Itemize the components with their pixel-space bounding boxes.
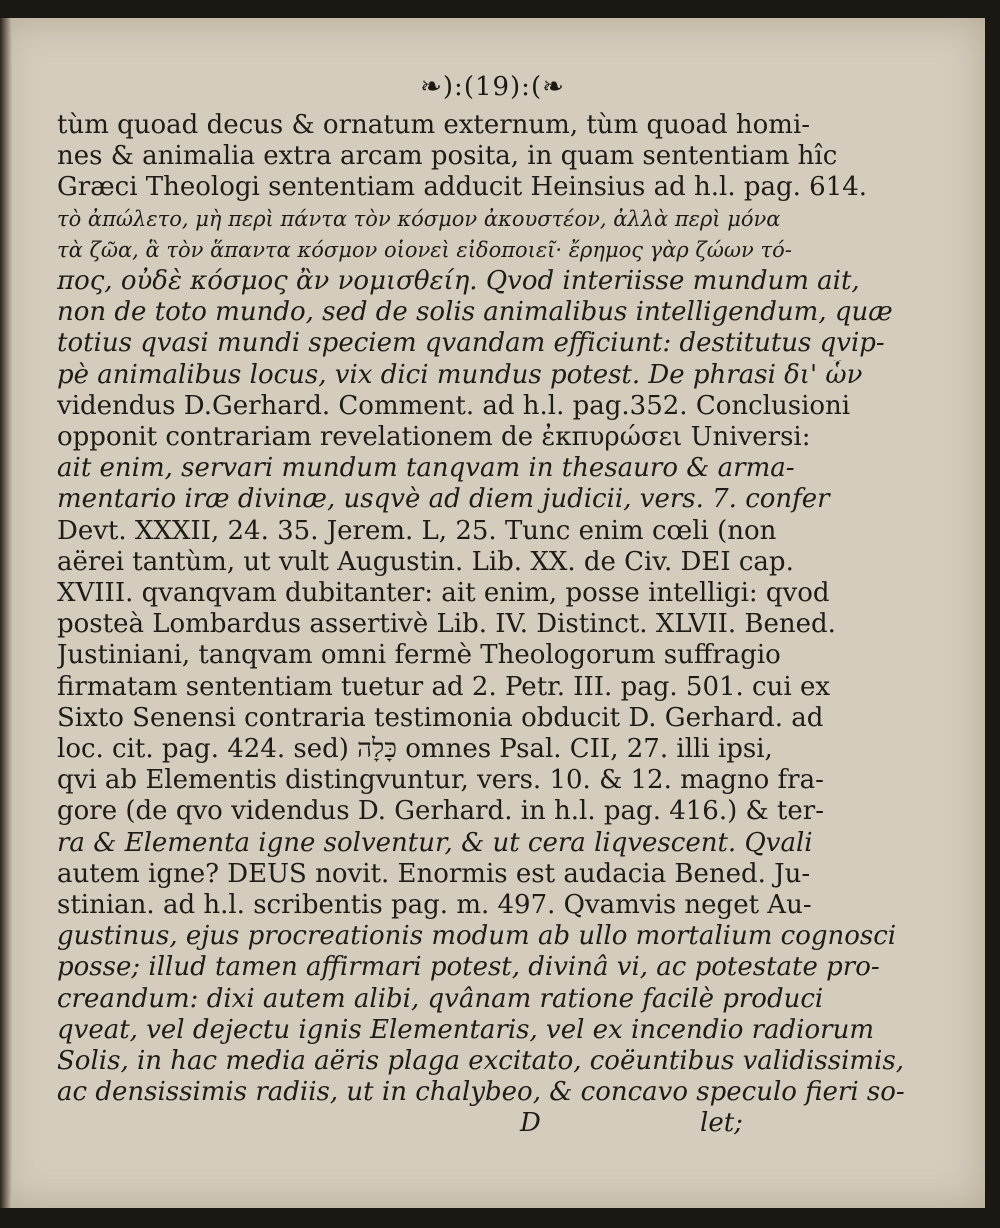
- text-line-greek: τὸ ἀπώλετο, μὴ περὶ πάντα τὸν κόσμον ἀκουστέον, ἀλλὰ περὶ μόνα: [57, 207, 781, 231]
- text-line: firmatam sententiam tuetur ad 2. Petr. III. pag. 501. cui ex: [57, 672, 830, 702]
- text-line: opponit contrariam revelationem de ἐκπυρώσει Universi:: [57, 422, 811, 452]
- text-line: posteà Lombardus assertivè Lib. IV. Distinct. XLVII. Bened.: [57, 609, 836, 639]
- text-line: tùm quoad decus & ornatum externum, tùm quoad homi-: [57, 110, 811, 140]
- text-line: non de toto mundo, sed de solis animalibus intelligendum, quæ: [57, 297, 893, 327]
- text-line: Devt. XXXII, 24. 35. Jerem. L, 25. Tunc enim cœli (non: [57, 516, 777, 546]
- text-line: XVIII. qvanqvam dubitanter: ait enim, posse intelligi: qvod: [57, 578, 830, 608]
- text-line: stinian. ad h.l. scribentis pag. m. 497. Qvamvis neget Au-: [57, 890, 812, 920]
- text-line-greek: τὰ ζῶα, ἃ τὸν ἅπαντα κόσμον οἱονεὶ εἰδοποιεῖ· ἔρημος γὰρ ζώων τό-: [57, 238, 792, 262]
- text-line: πος, οὐδὲ κόσμος ἂν νομισθείη. Qvod interiisse mundum ait,: [57, 266, 860, 296]
- text-line: qveat, vel dejectu ignis Elementaris, vel ex incendio radiorum: [57, 1015, 874, 1045]
- catchword: let;: [700, 1108, 743, 1138]
- text-line: posse; illud tamen affirmari potest, divinâ vi, ac potestate pro-: [57, 952, 880, 982]
- page-header: ❧):(19):(❧: [420, 72, 565, 102]
- text-line: autem igne? DEUS novit. Enormis est audacia Bened. Ju-: [57, 859, 811, 889]
- signature-mark: D: [520, 1108, 541, 1138]
- text-line: Solis, in hac media aëris plaga excitato, coëuntibus validissimis,: [57, 1046, 904, 1076]
- text-line: ait enim, servari mundum tanqvam in thesauro & arma-: [57, 453, 795, 483]
- text-line: nes & animalia extra arcam posita, in quam sententiam hîc: [57, 141, 838, 171]
- page-gutter: [0, 18, 12, 1208]
- text-line: gustinus, ejus procreationis modum ab ullo mortalium cognosci: [57, 921, 897, 951]
- text-line: videndus D.Gerhard. Comment. ad h.l. pag.352. Conclusioni: [57, 391, 851, 421]
- text-line: aërei tantùm, ut vult Augustin. Lib. XX. de Civ. DEI cap.: [57, 547, 794, 577]
- text-line: qvi ab Elementis distingvuntur, vers. 10. & 12. magno fra-: [57, 765, 824, 795]
- text-line: ac densissimis radiis, ut in chalybeo, & concavo speculo fieri so-: [57, 1077, 905, 1107]
- text-line: ra & Elementa igne solventur, & ut cera liqvescent. Qvali: [57, 828, 813, 858]
- text-line: totius qvasi mundi speciem qvandam efficiunt: destitutus qvip-: [57, 328, 885, 358]
- scan-border: [0, 1208, 1000, 1228]
- text-line: creandum: dixi autem alibi, qvânam ratione facilè produci: [57, 984, 824, 1014]
- text-line: Justiniani, tanqvam omni fermè Theologorum suffragio: [57, 640, 781, 670]
- text-line: Sixto Senensi contraria testimonia obducit D. Gerhard. ad: [57, 703, 824, 733]
- text-line: pè animalibus locus, vix dici mundus potest. De phrasi δι' ὧν: [57, 360, 863, 390]
- text-line: Græci Theologi sententiam adducit Heinsius ad h.l. pag. 614.: [57, 172, 868, 202]
- text-line: loc. cit. pag. 424. sed) כָּלָה omnes Psal. CII, 27. illi ipsi,: [57, 734, 773, 764]
- text-line: gore (de qvo videndus D. Gerhard. in h.l. pag. 416.) & ter-: [57, 796, 824, 826]
- text-line: mentario iræ divinæ, usqvè ad diem judicii, vers. 7. confer: [57, 484, 830, 514]
